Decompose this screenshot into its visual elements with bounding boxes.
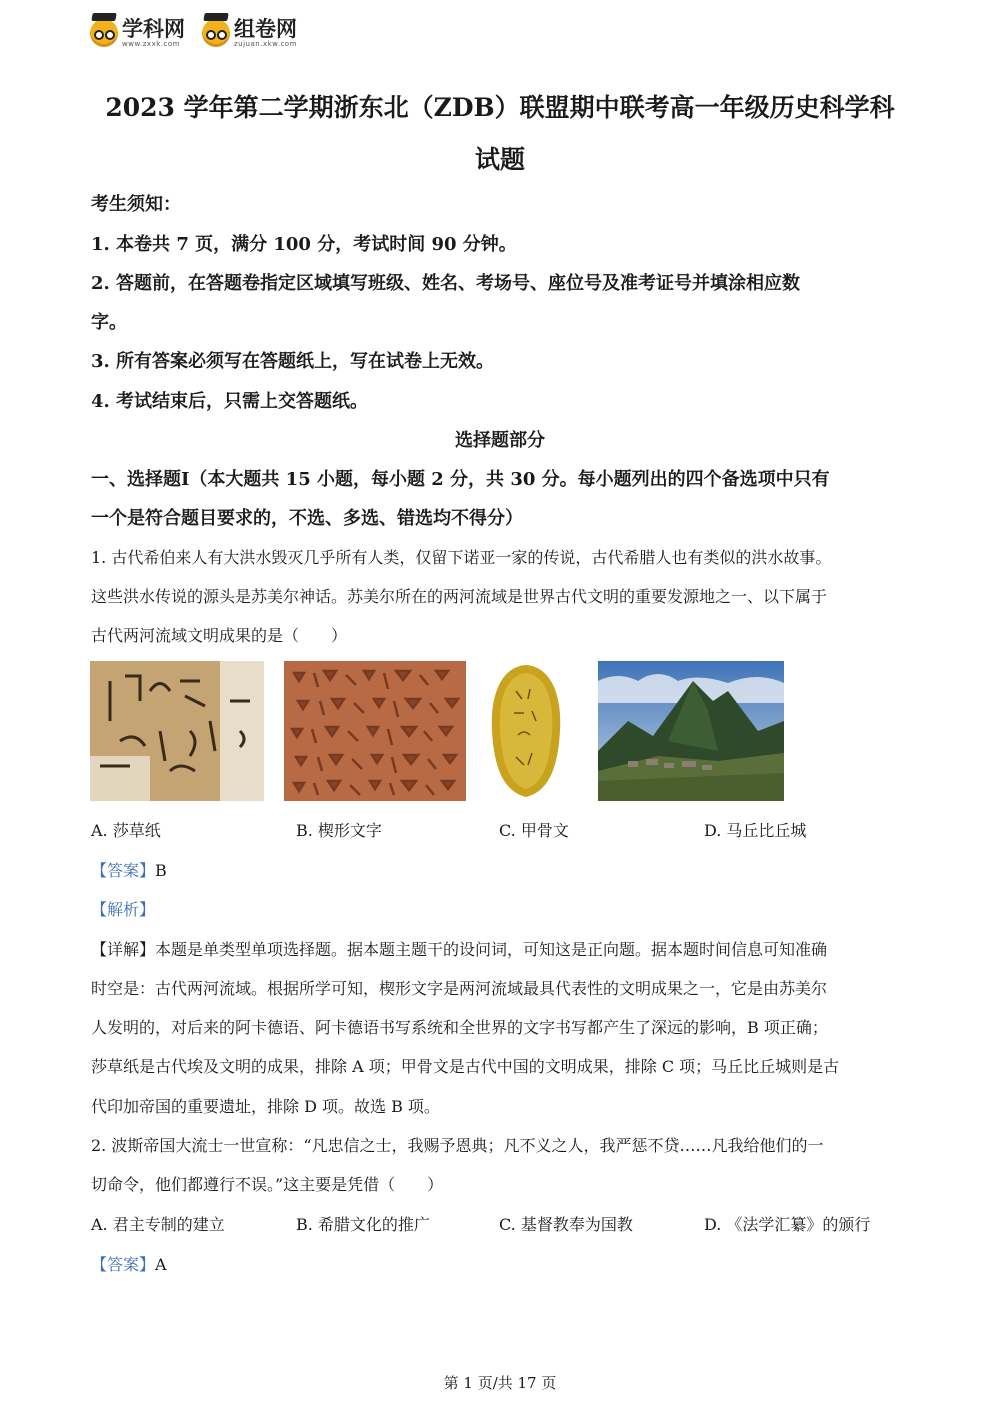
notice-item: 2. 答题前，在答题卷指定区域填写班级、姓名、考场号、座位号及准考证号并填涂相应数	[91, 273, 801, 294]
logo-url: www.zxxk.com	[122, 39, 180, 48]
answer-value: B	[155, 861, 167, 880]
question-text: 1. 古代希伯来人有大洪水毁灭几乎所有人类，仅留下诺亚一家的传说，古代希腊人也有类似的洪水故事。	[91, 548, 832, 567]
section-intro: 一、选择题Ⅰ（本大题共 15 小题，每小题 2 分，共 30 分。每小题列出的四个备选项中只有	[91, 469, 830, 490]
detail-text: 代印加帝国的重要遗址，排除 D 项。故选 B 项。	[91, 1097, 440, 1116]
logo-name: 学科网	[122, 16, 185, 41]
oracle-bone-image	[486, 661, 566, 801]
option-c: C. 甲骨文	[499, 821, 569, 840]
option-c: C. 基督教奉为国教	[499, 1215, 633, 1234]
answer-tag: 【答案】	[91, 1255, 156, 1274]
logo-url: zujuan.xkw.com	[234, 39, 297, 48]
section-intro: 一个是符合题目要求的，不选、多选、错选均不得分）	[91, 508, 523, 529]
logo-zujuanwang	[202, 16, 297, 50]
option-d: D. 《法学汇纂》的颁行	[704, 1215, 871, 1234]
option-b: B. 希腊文化的推广	[296, 1215, 430, 1234]
page-number: 第 1 页/共 17 页	[443, 1374, 557, 1392]
page-title-line2: 试题	[474, 145, 525, 174]
answer-value: A	[155, 1255, 167, 1274]
notice-item: 1. 本卷共 7 页，满分 100 分，考试时间 90 分钟。	[91, 234, 517, 255]
detail-text: 时空是：古代两河流域。根据所学可知，楔形文字是两河流域最具代表性的文明成果之一，它是由苏美尔	[91, 979, 828, 998]
papyrus-image	[90, 661, 264, 801]
option-d: D. 马丘比丘城	[704, 821, 807, 840]
option-b: B. 楔形文字	[296, 821, 382, 840]
machu-picchu-image	[598, 661, 784, 801]
question-text: 切命令，他们都遵行不误。”这主要是凭借（ ）	[91, 1175, 444, 1194]
question-text: 古代两河流域文明成果的是（ ）	[91, 626, 348, 645]
mascot-icon	[90, 19, 118, 47]
analysis-line	[91, 897, 155, 920]
notice-heading: 考生须知：	[91, 194, 181, 215]
question-text: 2. 波斯帝国大流士一世宣称：“凡忠信之士，我赐予恩典；凡不义之人，我严惩不贷……凡我给他们的一	[91, 1136, 824, 1155]
logo-xuekewang	[90, 16, 185, 50]
section-heading: 选择题部分	[455, 430, 545, 451]
answer-line	[91, 1252, 167, 1275]
mascot-icon	[202, 19, 230, 47]
detail-text: 莎草纸是古代埃及文明的成果，排除 A 项；甲骨文是古代中国的文明成果，排除 C 项；马丘比丘城则是古	[91, 1057, 840, 1076]
detail-text: 本题是单类型单项选择题。据本题主题干的设问词，可知这是正向题。据本题时间信息可知准确	[155, 940, 828, 959]
option-a: A. 君主专制的建立	[91, 1215, 225, 1234]
detail-tag: 【详解】	[91, 940, 156, 959]
analysis-tag: 【解析】	[91, 900, 156, 919]
page-title: 2023 学年第二学期浙东北（ZDB）联盟期中联考高一年级历史科学科	[105, 93, 895, 122]
detail-line	[91, 937, 827, 960]
question-text: 这些洪水传说的源头是苏美尔神话。苏美尔所在的两河流域是世界古代文明的重要发源地之一、以下属于	[91, 587, 828, 606]
notice-item: 3. 所有答案必须写在答题纸上，写在试卷上无效。	[91, 351, 495, 372]
detail-text: 人发明的，对后来的阿卡德语、阿卡德语书写系统和全世界的文字书写都产生了深远的影响，B 项正确；	[91, 1018, 828, 1037]
answer-tag: 【答案】	[91, 861, 156, 880]
logo-name: 组卷网	[234, 16, 297, 41]
notice-item: 字。	[91, 312, 127, 333]
option-a: A. 莎草纸	[91, 821, 161, 840]
notice-item: 4. 考试结束后，只需上交答题纸。	[91, 391, 369, 412]
answer-line	[91, 858, 167, 881]
cuneiform-image	[284, 661, 466, 801]
